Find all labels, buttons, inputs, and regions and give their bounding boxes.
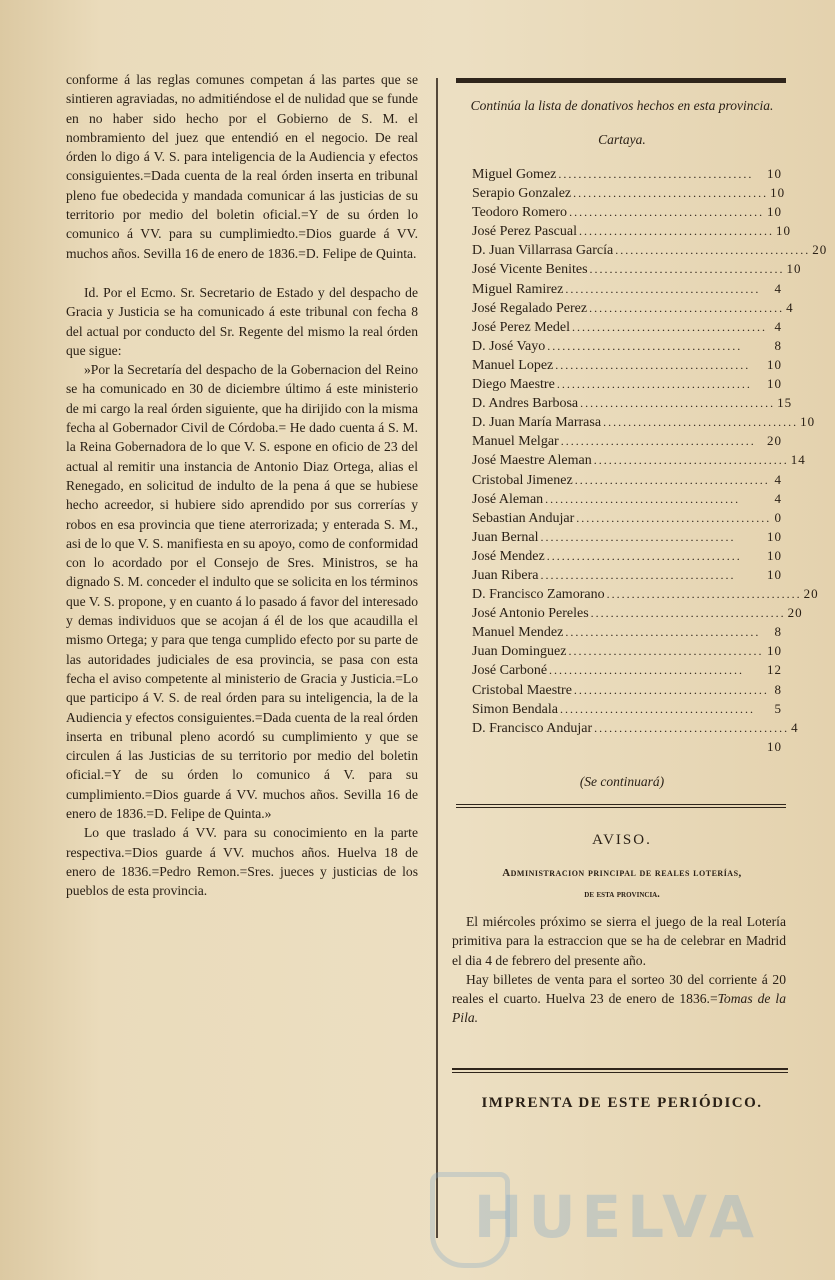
list-item: D. Francisco Andujar ....................................... 4 bbox=[472, 719, 799, 736]
list-item: Cristobal Jimenez ....................................... 4 bbox=[472, 471, 782, 488]
list-item: Serapio Gonzalez ....................................... 10 bbox=[472, 185, 786, 202]
list-item: José Perez Medel ....................................... 4 bbox=[472, 318, 782, 335]
list-item: José Vicente Benites ....................................... 10 bbox=[472, 261, 802, 278]
donor-list bbox=[452, 166, 828, 758]
aviso-paragraph-2: Hay billetes de venta para el sorteo 30 del corriente á 20 reales el cuarto. Huelva 23 de enero de 1836.=Tomas de la Pila. bbox=[452, 971, 786, 1026]
donations-list-title: Continúa la lista de donativos hechos en esta provincia. bbox=[470, 98, 774, 113]
list-item: Manuel Melgar ....................................... 20 bbox=[472, 433, 782, 450]
right-column bbox=[452, 78, 828, 1112]
town-heading: Cartaya. bbox=[598, 132, 646, 147]
paragraph-id-intro: Id. Por el Ecmo. Sr. Secretario de Estado y del despacho de Gracia y Justicia se ha comunicado á este tribunal con fecha 8 del actual por conducto del Sr. Regente del mismo la real órden que sigue: bbox=[66, 284, 418, 358]
list-item: D. Andres Barbosa ....................................... 15 bbox=[472, 395, 793, 412]
list-item: Juan Bernal ....................................... 10 bbox=[472, 528, 782, 545]
list-item: José Antonio Pereles ....................................... 20 bbox=[472, 605, 803, 622]
paragraph-transfer: Lo que traslado á VV. para su conocimiento en la parte respectiva.=Dios guarde á VV. muchos años. Huelva 18 de enero de 1836.=Pedro Remon.=Sres. jueces y justicias de los pueblos de esta provincia. bbox=[66, 825, 418, 899]
left-column bbox=[66, 70, 418, 900]
list-item: Sebastian Andujar ....................................... 0 bbox=[472, 509, 782, 526]
list-item: D. Juan Villarrasa García ....................................... 20 bbox=[472, 242, 828, 259]
list-item: D. Francisco Zamorano ....................................... 20 bbox=[472, 586, 819, 603]
aviso-subheading-2: de esta provincia. bbox=[584, 888, 660, 900]
list-item: José Regalado Perez ....................................... 4 bbox=[472, 299, 794, 316]
list-item: Miguel Gomez ....................................... 10 bbox=[472, 166, 782, 182]
paragraph-royal-order-quote: »Por la Secretaría del despacho de la Gobernacion del Reino se ha comunicado en 30 de diciembre último á este ministerio de mi cargo la real órden siguiente, que ha dirijido con la misma fecha al Gobernador Civil de Córdoba.= He dado cuenta á S. M. la Reina Gobernadora de lo que V. S. espone en oficio de 23 del actual al remitir una instancia de Antonio Diaz Ortega, alias el Renegado, en solicitud de indulto de la pena á que se hubiese hecho acreedor, si hubiere sido aprendido por sus correrías y robos en esa provincia que tiene aterrorizada; y enterada S. M., asi de lo que V. S. manifiesta en su apoyo, como de conformidad con lo acordado por el Consejo de Sres. Ministros, se ha dignado S. M. conceder el indulto que se solicita en los términos que V. S. propone, y en cuanto á lo pasado á favor del interesado y demas individuos que se acojan á él de los que acaudilla el mismo Ortega; y para que tenga cumplido efecto por su parte de las autoridades judiciales de esa provincia, se pasa con esta fecha el aviso competente al ministerio de Gracia y Justicia.=Lo que participo á V. S. de real órden para su inteligencia, la de la Audiencia y efectos consiguientes.=Dada cuenta de la real órden inserta en tribunal pleno acordó su cumplimiento y que se circulen á las Justicias de su territorio por medio del boletin oficial.=Y de su órden lo comunico á V. para su cumplimiento.=Dios guarde á VV. muchos años. Sevilla 16 de enero de 1836.=D. Felipe de Quinta.» bbox=[66, 362, 418, 821]
list-item: José Aleman ....................................... 4 bbox=[472, 490, 782, 507]
list-item: Juan Dominguez ....................................... 10 bbox=[472, 643, 782, 660]
list-item: José Maestre Aleman ....................................... 14 bbox=[472, 452, 806, 469]
aviso-body bbox=[452, 912, 792, 1028]
aviso-paragraph-1: El miércoles próximo se sierra el juego de la real Lotería primitiva para la estraccion que se ha de celebrar en Madrid el dia 4 de febrero del presente año. bbox=[452, 913, 786, 968]
list-item: Juan Ribera ....................................... 10 bbox=[472, 566, 782, 583]
list-item: Simon Bendala ....................................... 5 bbox=[472, 700, 782, 717]
list-item: D. José Vayo ....................................... 8 bbox=[472, 337, 782, 354]
aviso-heading: AVISO. bbox=[592, 831, 652, 848]
aviso-signature: Tomas de la Pila. bbox=[452, 991, 786, 1026]
section-divider bbox=[456, 804, 786, 808]
list-item: D. Juan María Marrasa ....................................... 10 bbox=[472, 414, 816, 431]
list-item: Teodoro Romero ....................................... 10 bbox=[472, 204, 782, 221]
paragraph-royal-order-end: conforme á las reglas comunes competan á las partes que se sintieren agraviadas, no admitiéndose el de nulidad que se funde en no haber sido hecho por el Gobierno de S. M. el nombramiento del juez que entendió en el negocio. De real órden lo digo á V. S. para inteligencia de la Audiencia y efectos consiguientes.=Dada cuenta de la real órden inserta en tribunal pleno fue obedecida y mandada comunicar á las justicias de su territorio por medio del boletin oficial.=Y de su órden lo comunico á VV. para su cumplimiedto.=Dios guarde á VV. muchos años. Sevilla 16 de enero de 1836.=D. Felipe de Quinta. bbox=[66, 72, 418, 261]
list-item: Manuel Lopez ....................................... 10 bbox=[472, 356, 782, 373]
bottom-rule bbox=[452, 1068, 788, 1073]
list-item-trailing-amount: 10 bbox=[767, 738, 782, 754]
aviso-subheading: Administracion principal de reales loterías, bbox=[502, 866, 742, 879]
list-item: José Carboné ....................................... 12 bbox=[472, 662, 782, 679]
list-item: Cristobal Maestre ....................................... 8 bbox=[472, 681, 782, 698]
continuation-note: (Se continuará) bbox=[579, 773, 665, 789]
imprint-line: IMPRENTA DE ESTE PERIÓDICO. bbox=[481, 1094, 763, 1111]
column-divider bbox=[436, 78, 438, 1238]
archive-watermark: HUELVA bbox=[473, 1183, 760, 1251]
list-item: José Mendez ....................................... 10 bbox=[472, 547, 782, 564]
list-item: José Perez Pascual ....................................... 10 bbox=[472, 223, 791, 240]
top-rule bbox=[456, 78, 786, 83]
list-item: Miguel Ramirez ....................................... 4 bbox=[472, 280, 782, 297]
list-item: Diego Maestre ....................................... 10 bbox=[472, 376, 782, 393]
list-item: Manuel Mendez ....................................... 8 bbox=[472, 624, 782, 641]
